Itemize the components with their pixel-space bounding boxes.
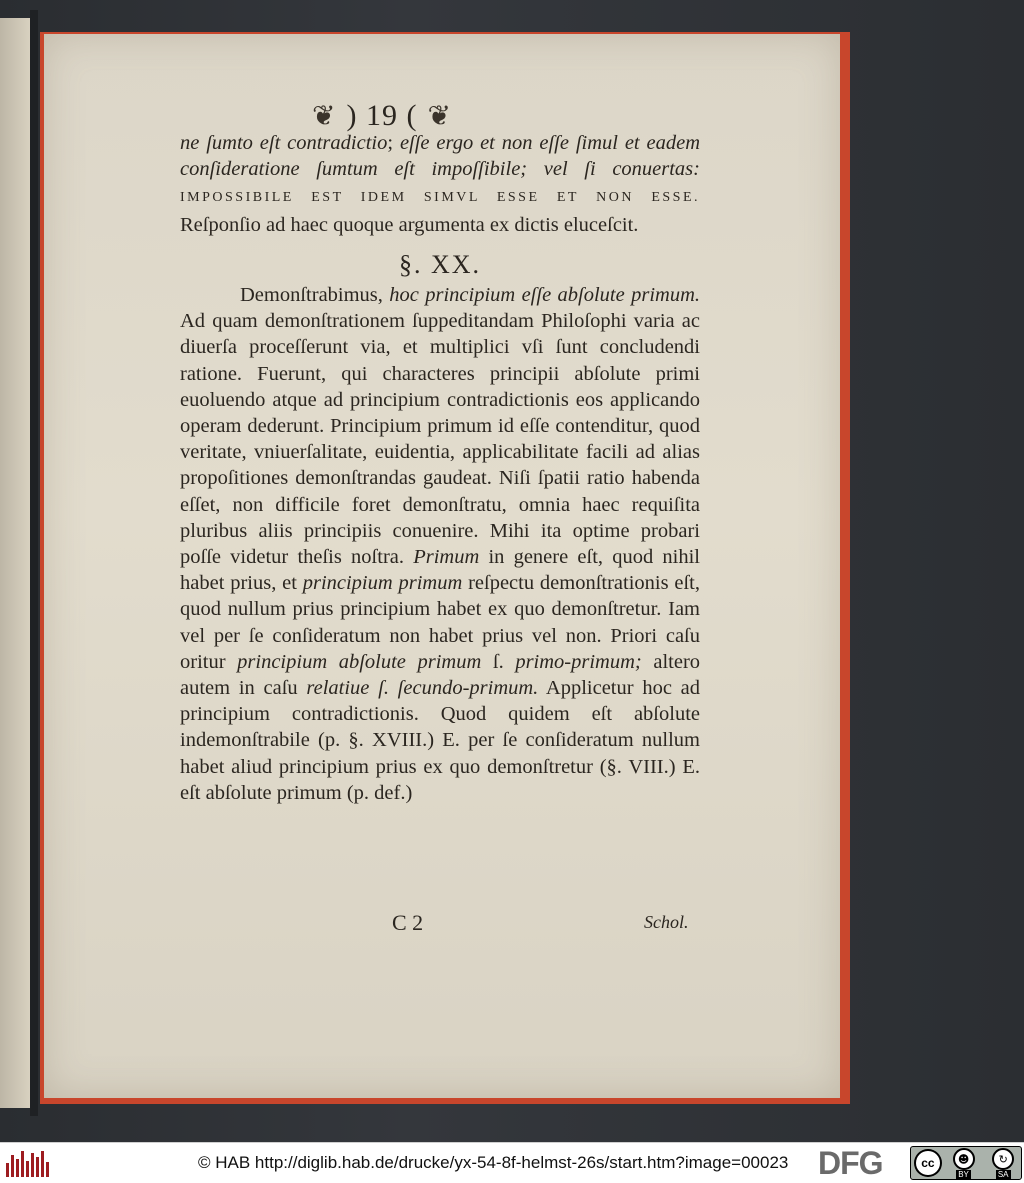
text-run: principium primum	[302, 572, 463, 595]
text-run: primo-primum;	[515, 650, 642, 673]
dfg-logo[interactable]: DFG	[818, 1145, 883, 1181]
catchword: Schol.	[644, 912, 689, 932]
credit-url-link[interactable]: © HAB http://diglib.hab.de/drucke/yx-54-8f-helmst-26s/start.htm?image=00023	[198, 1153, 789, 1172]
previous-page-edge	[0, 18, 32, 1108]
text-run: principium abſolute primum	[237, 650, 482, 673]
sa-label: SA	[997, 1170, 1009, 1179]
share-alike	[985, 1146, 1021, 1180]
text-run: relatiue ſ. ſecundo-primum.	[306, 677, 539, 700]
text-run: Ad quam demonſtrationem ſuppeditandam Philoſophi varia ac diuerſa proceſſerunt via, et multiplici vſi ſunt concludendi ratione. Fuerunt, qui characteres principii abſolute primi euoluendo atque ad principium contradictionis eos applicando operam dederunt. Principium primum id eſſe contenditur, quod veritate, vniuerſalitate, euidentia, applicabilitate facili ad alias propoſitiones demonſtrandas gaudeat. Niſi ſpatii ratio habenda eſſet, non difficile foret demonſtratu, omnia haec requiſita pluribus aliis principiis conuenire. Mihi ita optime probari poſſe videtur theſis noſtra.	[180, 310, 700, 569]
text-run: ſ.	[481, 650, 516, 673]
section-title: §. XX.	[398, 249, 482, 279]
cc-icon: cc	[914, 1149, 942, 1177]
by-label: BY	[958, 1170, 969, 1179]
text-run: ;	[387, 132, 400, 154]
text-run: altero autem in caſu	[180, 650, 701, 700]
signature-mark: C 2	[392, 910, 424, 935]
person-icon: ☻	[953, 1148, 975, 1170]
text-run: in genere eſt, quod nihil habet prius, et	[180, 546, 700, 595]
hab-logo-icon	[6, 1151, 50, 1177]
binding-gutter	[30, 10, 38, 1116]
page-body	[180, 130, 700, 806]
text-run: IMPOSSIBILE EST IDEM SIMVL ESSE ET NON ESSE.	[180, 190, 700, 206]
ornament-left-icon: ❦	[312, 101, 337, 132]
by-attribution	[946, 1146, 982, 1180]
text-run: eſſe ergo et non eſſe ſimul et eadem conſideratione ſumtum eſt impoſſibile; vel ſi conuertas:	[180, 132, 700, 181]
book-page	[44, 34, 840, 1098]
text-run: hoc principium eſſe abſolute primum.	[389, 284, 700, 307]
text-run: Reſponſio ad haec quoque argumenta ex dictis eluceſcit.	[180, 213, 639, 236]
text-run: Demonſtrabimus,	[240, 284, 390, 307]
paragraph-section-xx	[180, 282, 700, 806]
text-run: Primum	[413, 546, 480, 569]
ornament-right-icon: ❦	[427, 101, 452, 132]
footer-bar	[0, 1142, 1024, 1183]
text-run: Applicetur hoc ad principium contradictionis. Quod quidem eſt abſolute indemonſtrabile (p. §. XVIII.) E. per ſe conſideratum nullum habet aliud principium prius ex quo demonſtretur (§. VIII.) E. eſt abſolute primum (p. def.)	[180, 677, 700, 804]
share-alike-icon: ↻	[992, 1148, 1014, 1170]
cc-license-badge[interactable]	[910, 1146, 1022, 1180]
page-number: ) 19 (	[346, 99, 418, 132]
text-run: reſpectu demonſtrationis eſt, quod nullum prius principium habet ex quo demonſtretur. Iam vel per ſe conſideratum non habet prius vel non. Priori caſu oritur	[180, 572, 700, 673]
paragraph-continuation	[180, 130, 700, 238]
text-run: ne ſumto eſt contradictio	[180, 132, 388, 154]
